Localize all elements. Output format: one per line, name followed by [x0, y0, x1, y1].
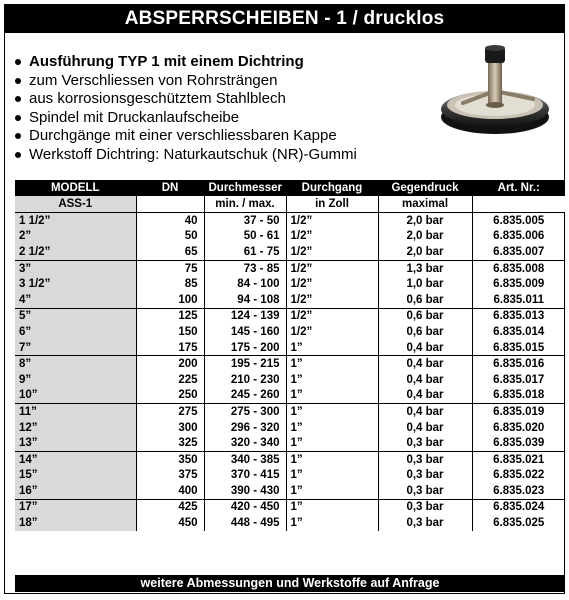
model-cell: 9” — [15, 372, 136, 388]
gegendruck-cell: 0,3 bar — [378, 468, 472, 484]
dn-cell: 100 — [136, 292, 204, 308]
model-cell: 3” — [15, 260, 136, 276]
art-nr-cell: 6.835.017 — [493, 373, 545, 386]
column-header-dn: DN — [136, 180, 204, 196]
dn-cell: 50 — [136, 229, 204, 245]
table-row — [15, 213, 565, 229]
gegendruck-cell: 0,3 bar — [378, 483, 472, 499]
model-cell: 5” — [15, 308, 136, 324]
art-nr-cell: 6.835.023 — [472, 483, 565, 499]
art-nr-cell: 6.835.015 — [472, 340, 565, 356]
dn-cell: 300 — [136, 420, 204, 436]
gegendruck-cell: 0,4 bar — [378, 372, 472, 388]
bullet-icon — [15, 59, 21, 65]
dn-cell: 425 — [136, 499, 204, 515]
feature-item — [15, 109, 357, 128]
art-nr-cell: 6.835.005 — [493, 214, 545, 227]
feature-list — [15, 53, 357, 164]
subheader-gegendruck: maximal — [378, 196, 472, 213]
footer-note: weitere Abmessungen und Werkstoffe auf Anfrage — [15, 575, 565, 592]
durchgang-cell: 1/2” — [286, 324, 378, 340]
durchmesser-cell: 340 - 385 — [204, 451, 286, 467]
durchgang-cell: 1/2” — [286, 229, 378, 245]
table-row — [15, 468, 565, 484]
dn-cell: 150 — [136, 324, 204, 340]
durchgang-cell: 1” — [286, 468, 378, 484]
art-nr-cell: 6.835.018 — [472, 388, 565, 404]
durchgang-cell: 1” — [286, 388, 378, 404]
durchmesser-cell: 275 - 300 — [204, 404, 286, 420]
durchmesser-cell: 370 - 415 — [204, 468, 286, 484]
durchgang-cell: 1” — [286, 340, 378, 356]
art-nr-cell: 6.835.016 — [493, 358, 545, 371]
feature-text: Werkstoff Dichtring: Naturkautschuk (NR)-Gummi — [29, 145, 357, 163]
model-cell: 7” — [15, 340, 136, 356]
table-row — [15, 499, 565, 515]
model-cell: 18” — [15, 515, 136, 531]
feature-text: zum Verschliessen von Rohrsträngen — [29, 71, 278, 89]
column-header-art-nr: Art. Nr.: — [472, 180, 565, 196]
durchmesser-cell: 61 - 75 — [204, 244, 286, 260]
gegendruck-cell: 0,4 bar — [378, 420, 472, 436]
table-row — [15, 276, 565, 292]
durchgang-cell: 1/2” — [286, 260, 378, 276]
model-cell: 1 1/2” — [15, 213, 136, 229]
gegendruck-cell: 0,4 bar — [378, 356, 472, 372]
gegendruck-cell: 0,3 bar — [378, 515, 472, 531]
dn-cell: 200 — [136, 356, 204, 372]
art-nr-cell: 6.835.007 — [472, 244, 565, 260]
durchmesser-cell: 175 - 200 — [204, 340, 286, 356]
dn-cell: 400 — [136, 483, 204, 499]
dn-cell: 250 — [136, 388, 204, 404]
table-row — [15, 435, 565, 451]
feature-text: Ausführung TYP 1 mit einem Dichtring — [29, 53, 304, 70]
bullet-icon — [15, 133, 21, 139]
gegendruck-cell: 2,0 bar — [378, 244, 472, 260]
art-nr-cell: 6.835.020 — [493, 421, 545, 434]
gegendruck-cell: 0,4 bar — [378, 388, 472, 404]
table-body — [15, 213, 565, 531]
durchmesser-cell: 84 - 100 — [204, 276, 286, 292]
feature-text: Durchgänge mit einer verschliessbaren Kappe — [29, 127, 337, 144]
dn-cell: 125 — [136, 308, 204, 324]
durchmesser-cell: 448 - 495 — [204, 515, 286, 531]
table-row — [15, 229, 565, 245]
gegendruck-cell: 0,3 bar — [378, 451, 472, 467]
model-cell: 8” — [15, 356, 136, 372]
table-subheader-row — [15, 196, 565, 213]
gegendruck-cell: 0,4 bar — [378, 340, 472, 356]
absperrscheibe-product-photo — [435, 39, 563, 139]
bullet-icon — [15, 78, 21, 84]
model-cell: 14” — [15, 451, 136, 467]
art-nr-cell: 6.835.013 — [493, 310, 545, 323]
durchmesser-cell: 50 - 61 — [204, 229, 286, 245]
model-cell: 11” — [15, 404, 136, 420]
dn-cell: 65 — [136, 244, 204, 260]
art-nr-cell: 6.835.039 — [472, 435, 565, 451]
art-nr-cell: 6.835.008 — [493, 262, 545, 275]
table-row — [15, 483, 565, 499]
dn-cell: 225 — [136, 372, 204, 388]
durchgang-cell: 1” — [286, 515, 378, 531]
bullet-icon — [15, 115, 21, 121]
model-cell: 6” — [15, 324, 136, 340]
subheader-model-series: ASS-1 — [15, 196, 136, 213]
durchmesser-cell: 73 - 85 — [204, 260, 286, 276]
subheader-durchmesser: min. / max. — [204, 196, 286, 213]
durchgang-cell: 1” — [286, 483, 378, 499]
dn-cell: 325 — [136, 435, 204, 451]
durchgang-cell: 1” — [286, 372, 378, 388]
durchgang-cell: 1” — [286, 404, 378, 420]
durchmesser-cell: 320 - 340 — [204, 435, 286, 451]
table-row — [15, 515, 565, 531]
column-header-durchmesser: Durchmesser — [204, 180, 286, 196]
model-cell: 12” — [15, 420, 136, 436]
dn-cell: 450 — [136, 515, 204, 531]
gegendruck-cell: 1,3 bar — [378, 260, 472, 276]
dn-cell: 175 — [136, 340, 204, 356]
bullet-icon — [15, 152, 21, 158]
subheader-art-nr — [472, 196, 565, 213]
model-cell: 13” — [15, 435, 136, 451]
table-row — [15, 340, 565, 356]
dn-cell: 350 — [136, 451, 204, 467]
subheader-durchgang: in Zoll — [286, 196, 378, 213]
feature-text: Spindel mit Druckanlaufscheibe — [29, 108, 240, 126]
gegendruck-cell: 2,0 bar — [378, 213, 472, 229]
feature-item — [15, 72, 357, 91]
art-nr-cell: 6.835.014 — [493, 325, 545, 338]
art-nr-cell: 6.835.011 — [472, 292, 565, 308]
durchgang-cell: 1/2” — [286, 276, 378, 292]
table-row — [15, 244, 565, 260]
model-cell: 3 1/2” — [15, 276, 136, 292]
durchmesser-cell: 94 - 108 — [204, 292, 286, 308]
model-cell: 2 1/2” — [15, 244, 136, 260]
durchgang-cell: 1” — [286, 499, 378, 515]
dn-cell: 375 — [136, 468, 204, 484]
table-header-row — [15, 180, 565, 196]
gegendruck-cell: 0,6 bar — [378, 308, 472, 324]
durchgang-cell: 1/2” — [286, 292, 378, 308]
durchgang-cell: 1/2” — [286, 213, 378, 229]
specification-table — [15, 180, 565, 531]
art-nr-cell: 6.835.021 — [493, 453, 545, 466]
durchmesser-cell: 245 - 260 — [204, 388, 286, 404]
column-header-durchgang: Durchgang — [286, 180, 378, 196]
feature-text: aus korrosionsgeschütztem Stahlblech — [29, 90, 286, 107]
durchmesser-cell: 37 - 50 — [204, 213, 286, 229]
model-cell: 17” — [15, 499, 136, 515]
gegendruck-cell: 0,6 bar — [378, 324, 472, 340]
feature-item — [15, 127, 357, 146]
dn-cell: 275 — [136, 404, 204, 420]
art-nr-cell: 6.835.022 — [493, 469, 545, 482]
table-row — [15, 356, 565, 372]
feature-item — [15, 146, 357, 165]
table-row — [15, 420, 565, 436]
model-cell: 4” — [15, 292, 136, 308]
model-cell: 10” — [15, 388, 136, 404]
durchmesser-cell: 296 - 320 — [204, 420, 286, 436]
column-header-gegendruck: Gegendruck — [378, 180, 472, 196]
table-row — [15, 372, 565, 388]
durchmesser-cell: 420 - 450 — [204, 499, 286, 515]
durchgang-cell: 1/2” — [286, 308, 378, 324]
durchmesser-cell: 390 - 430 — [204, 483, 286, 499]
model-cell: 15” — [15, 468, 136, 484]
table-row — [15, 324, 565, 340]
table-row — [15, 404, 565, 420]
gegendruck-cell: 0,6 bar — [378, 292, 472, 308]
bullet-icon — [15, 96, 21, 102]
art-nr-cell: 6.835.009 — [493, 278, 545, 291]
art-nr-cell: 6.835.024 — [493, 501, 545, 514]
table-row — [15, 308, 565, 324]
table-row — [15, 260, 565, 276]
durchgang-cell: 1” — [286, 451, 378, 467]
art-nr-cell: 6.835.019 — [493, 405, 545, 418]
model-cell: 2” — [15, 229, 136, 245]
feature-item — [15, 53, 357, 72]
subheader-dn — [136, 196, 204, 213]
durchgang-cell: 1” — [286, 420, 378, 436]
durchmesser-cell: 210 - 230 — [204, 372, 286, 388]
gegendruck-cell: 2,0 bar — [378, 229, 472, 245]
table-row — [15, 451, 565, 467]
durchgang-cell: 1” — [286, 356, 378, 372]
column-header-modell: MODELL — [15, 180, 136, 196]
gegendruck-cell: 0,3 bar — [378, 435, 472, 451]
dn-cell: 40 — [136, 213, 204, 229]
durchmesser-cell: 124 - 139 — [204, 308, 286, 324]
durchmesser-cell: 195 - 215 — [204, 356, 286, 372]
model-cell: 16” — [15, 483, 136, 499]
art-nr-cell: 6.835.025 — [493, 517, 545, 530]
durchgang-cell: 1/2” — [286, 244, 378, 260]
table-row — [15, 292, 565, 308]
durchgang-cell: 1” — [286, 435, 378, 451]
datasheet — [4, 4, 565, 594]
table-row — [15, 388, 565, 404]
gegendruck-cell: 1,0 bar — [378, 276, 472, 292]
gegendruck-cell: 0,4 bar — [378, 404, 472, 420]
page-title: ABSPERRSCHEIBEN - 1 / drucklos — [5, 5, 564, 33]
durchmesser-cell: 145 - 160 — [204, 324, 286, 340]
feature-item — [15, 90, 357, 109]
dn-cell: 85 — [136, 276, 204, 292]
art-nr-cell: 6.835.006 — [493, 230, 545, 243]
dn-cell: 75 — [136, 260, 204, 276]
gegendruck-cell: 0,3 bar — [378, 499, 472, 515]
